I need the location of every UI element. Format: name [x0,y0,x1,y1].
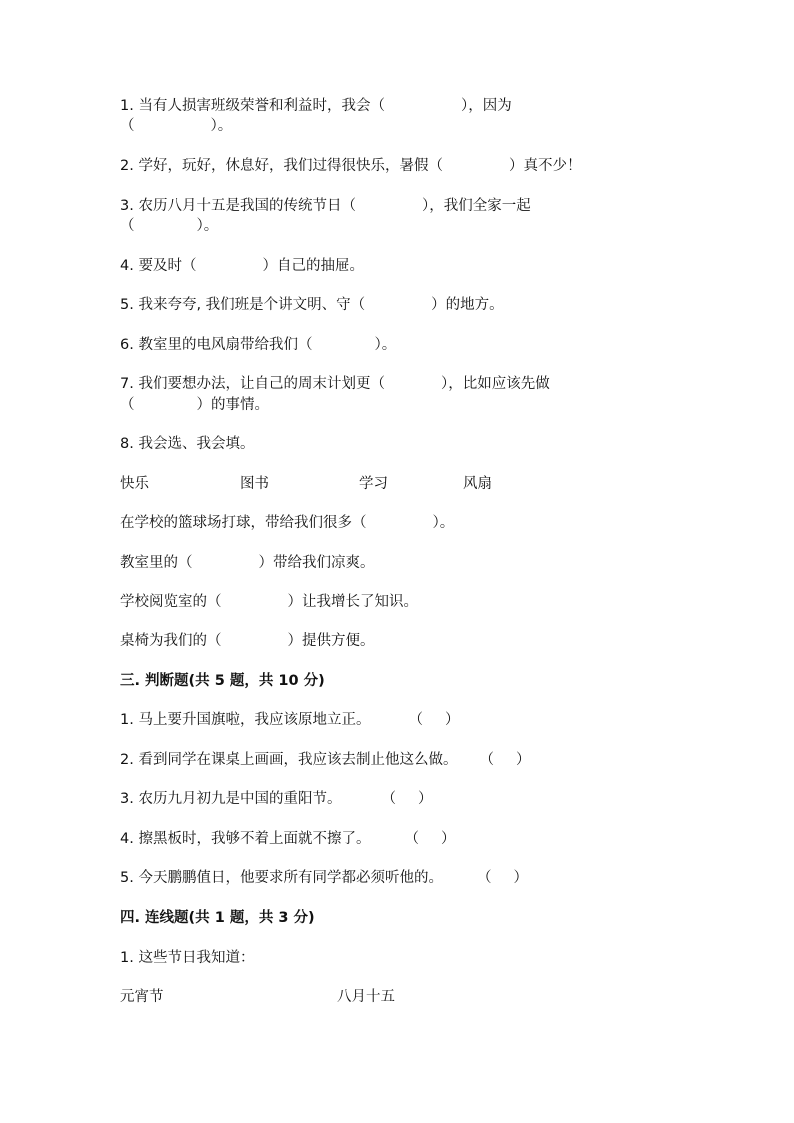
sentence-text: ）。 [432,515,455,531]
sentence-text: 教室里的（ [120,555,193,571]
option-word: 快乐 [120,476,149,492]
question-8-title: 8. 我会选、我会填。 [120,436,255,452]
question-7-line-2 [120,395,269,415]
question-7-text: 7. 我们要想办法，让自己的周末计划更（ [120,376,385,392]
match-question-1: 1. 这些节日我知道： [120,950,255,966]
question-6 [120,335,396,355]
question-1-text: ）。 [210,118,233,134]
question-3-line-1 [120,196,531,216]
paren: ） [515,752,531,768]
question-3-text: ），我们全家一起 [421,198,531,214]
judge-text: 3. 农历九月初九是中国的重阳节。 [120,791,342,807]
question-1-text: ），因为 [460,98,512,114]
sentence-text: ）带给我们凉爽。 [258,555,375,571]
sentence-text: 在学校的篮球场打球，带给我们很多（ [120,515,367,531]
sentence-text: 学校阅览室的（ [120,594,222,610]
question-6-text: 6. 教室里的电风扇带给我们（ [120,337,313,353]
sentence-text: ）让我增长了知识。 [287,594,418,610]
sentence-text: ）提供方便。 [287,633,375,649]
paren: ） [513,870,528,886]
question-2-text: ）真不少！ [508,158,582,174]
paren: （ [408,712,423,728]
question-7-text: （ [120,397,135,413]
paren: （ [479,752,494,768]
section-heading-match: 四. 连线题(共 1 题，共 3 分) [120,910,315,926]
paren: ） [444,712,460,728]
judge-text: 1. 马上要升国旗啦，我应该原地立正。 [120,712,371,728]
paren: ） [417,791,433,807]
question-4-text: ）自己的抽屉。 [262,258,364,274]
question-3-text: ）。 [196,218,219,234]
paren: （ [404,831,419,847]
sentence-4 [120,631,375,651]
question-2-text: 2. 学好，玩好，休息好，我们过得很快乐，暑假（ [120,158,443,174]
question-7-line-1 [120,374,550,394]
match-right-item[interactable]: 八月十五 [337,989,395,1005]
question-2 [120,156,581,176]
option-word: 学习 [359,476,388,492]
judge-item-1 [120,710,459,730]
section-heading-judge: 三. 判断题(共 5 题，共 10 分) [120,673,325,689]
sentence-1 [120,513,454,533]
question-1-text: （ [120,118,135,134]
question-5-text: ）的地方。 [431,297,504,313]
question-7-text: ）的事情。 [196,397,269,413]
judge-item-3 [120,789,432,809]
question-1-text: 1. 当有人损害班级荣誉和利益时，我会（ [120,98,385,114]
sentence-text: 桌椅为我们的（ [120,633,222,649]
question-3-line-2 [120,216,218,236]
question-6-text: ）。 [374,337,397,353]
option-word: 风扇 [463,476,492,492]
question-5 [120,295,504,315]
question-4-text: 4. 要及时（ [120,258,197,274]
question-3-text: （ [120,218,135,234]
judge-text: 2. 看到同学在课桌上画画，我应该去制止他这么做。 [120,752,458,768]
judge-text: 4. 擦黑板时，我够不着上面就不擦了。 [120,831,371,847]
question-7-text: ），比如应该先做 [440,376,550,392]
question-5-text: 5. 我来夸夸, 我们班是个讲文明、守（ [120,297,366,313]
question-1-line-2 [120,116,232,136]
question-1-line-1 [120,96,512,116]
sentence-2 [120,553,375,573]
judge-item-5 [120,868,528,888]
sentence-3 [120,592,418,612]
judge-item-2 [120,750,530,770]
paren: （ [381,791,396,807]
paren: （ [476,870,492,886]
judge-text: 5. 今天鹏鹏值日，他要求所有同学都必须听他的。 [120,870,443,886]
question-4 [120,256,364,276]
paren: ） [440,831,456,847]
question-3-text: 3. 农历八月十五是我国的传统节日（ [120,198,356,214]
option-word: 图书 [240,476,269,492]
judge-item-4 [120,829,455,849]
match-left-item[interactable]: 元宵节 [120,989,164,1005]
